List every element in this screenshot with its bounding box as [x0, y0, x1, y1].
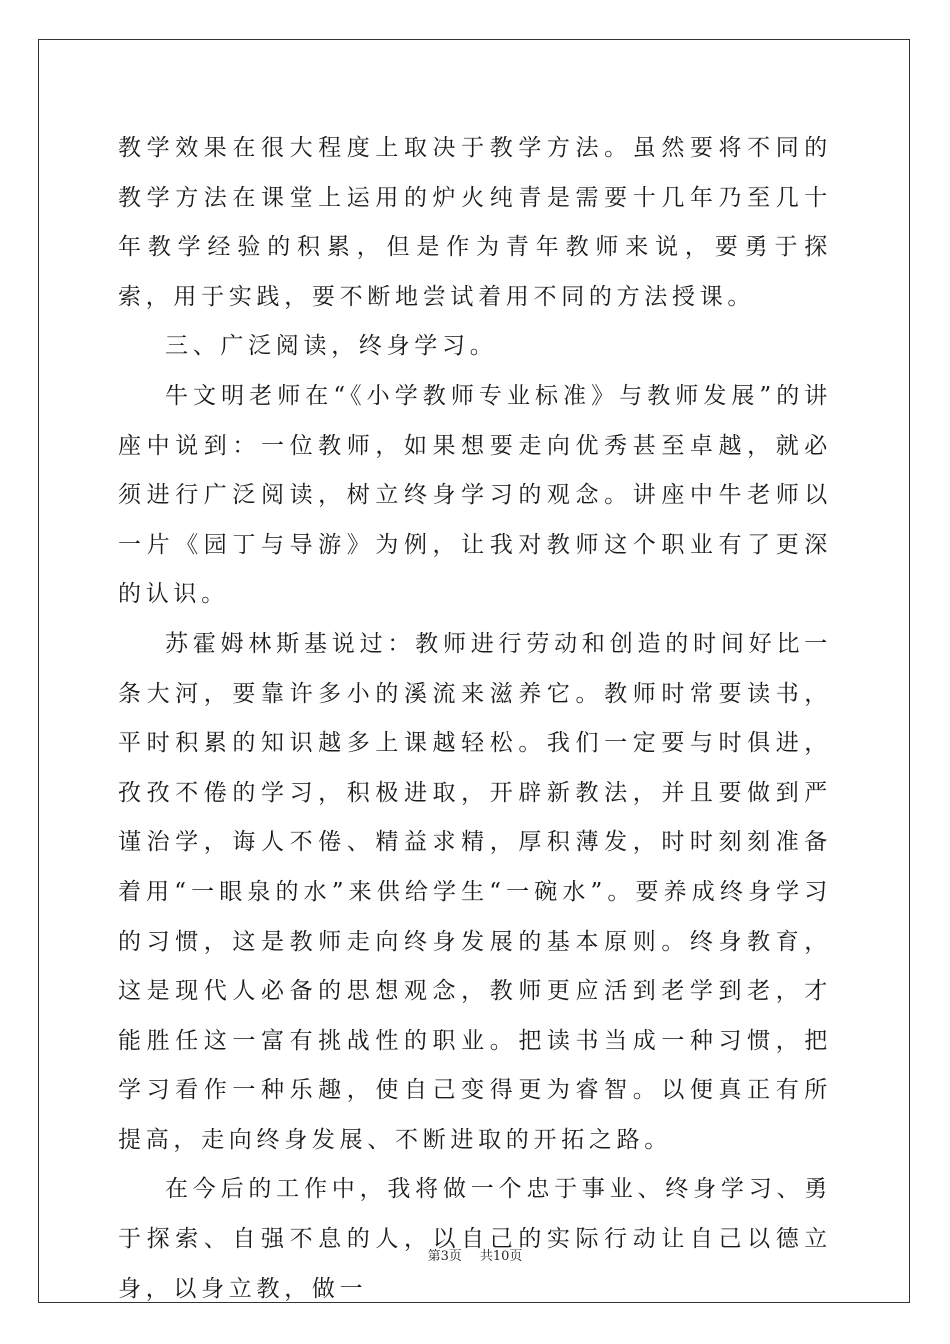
page-footer: [0, 1245, 950, 1264]
page-number: 第3页: [427, 1249, 462, 1264]
paragraph-future-work: 在今后的工作中，我将做一个忠于事业、终身学习、勇于探索、自强不息的人，以自己的实际行动让自己以德立身，以身立教，做一: [118, 1176, 832, 1302]
page-total: 共10页: [479, 1249, 523, 1264]
paragraph-teaching-method: 教学效果在很大程度上取决于教学方法。虽然要将不同的教学方法在课堂上运用的炉火纯青是需要十几年乃至几十年教学经验的积累，但是作为青年教师来说，要勇于探索，用于实践，要不断地尝试着用不同的方法授课。: [118, 135, 832, 310]
paragraph-lecture: 牛文明老师在“《小学教师专业标准》与教师发展”的讲座中说到：一位教师，如果想要走向优秀甚至卓越，就必须进行广泛阅读，树立终身学习的观念。讲座中牛老师以一片《园丁与导游》为例，让我对教师这个职业有了更深的认识。: [118, 382, 832, 608]
section-heading-reading: 三、广泛阅读，终身学习。: [165, 333, 498, 360]
document-body: [118, 124, 832, 1314]
paragraph-sukhomlinsky: 苏霍姆林斯基说过：教师进行劳动和创造的时间好比一条大河，要靠许多小的溪流来滋养它。教师时常要读书，平时积累的知识越多上课越轻松。我们一定要与时俱进，孜孜不倦的学习，积极进取，开辟新教法，并且要做到严谨治学，诲人不倦、精益求精，厚积薄发，时时刻刻准备着用“一眼泉的水”来供给学生“一碗水”。要养成终身学习的习惯，这是教师走向终身发展的基本原则。终身教育，这是现代人必备的思想观念，教师更应活到老学到老，才能胜任这一富有挑战性的职业。把读书当成一种习惯，把学习看作一种乐趣，使自己变得更为睿智。以便真正有所提高，走向终身发展、不断进取的开拓之路。: [118, 630, 832, 1153]
